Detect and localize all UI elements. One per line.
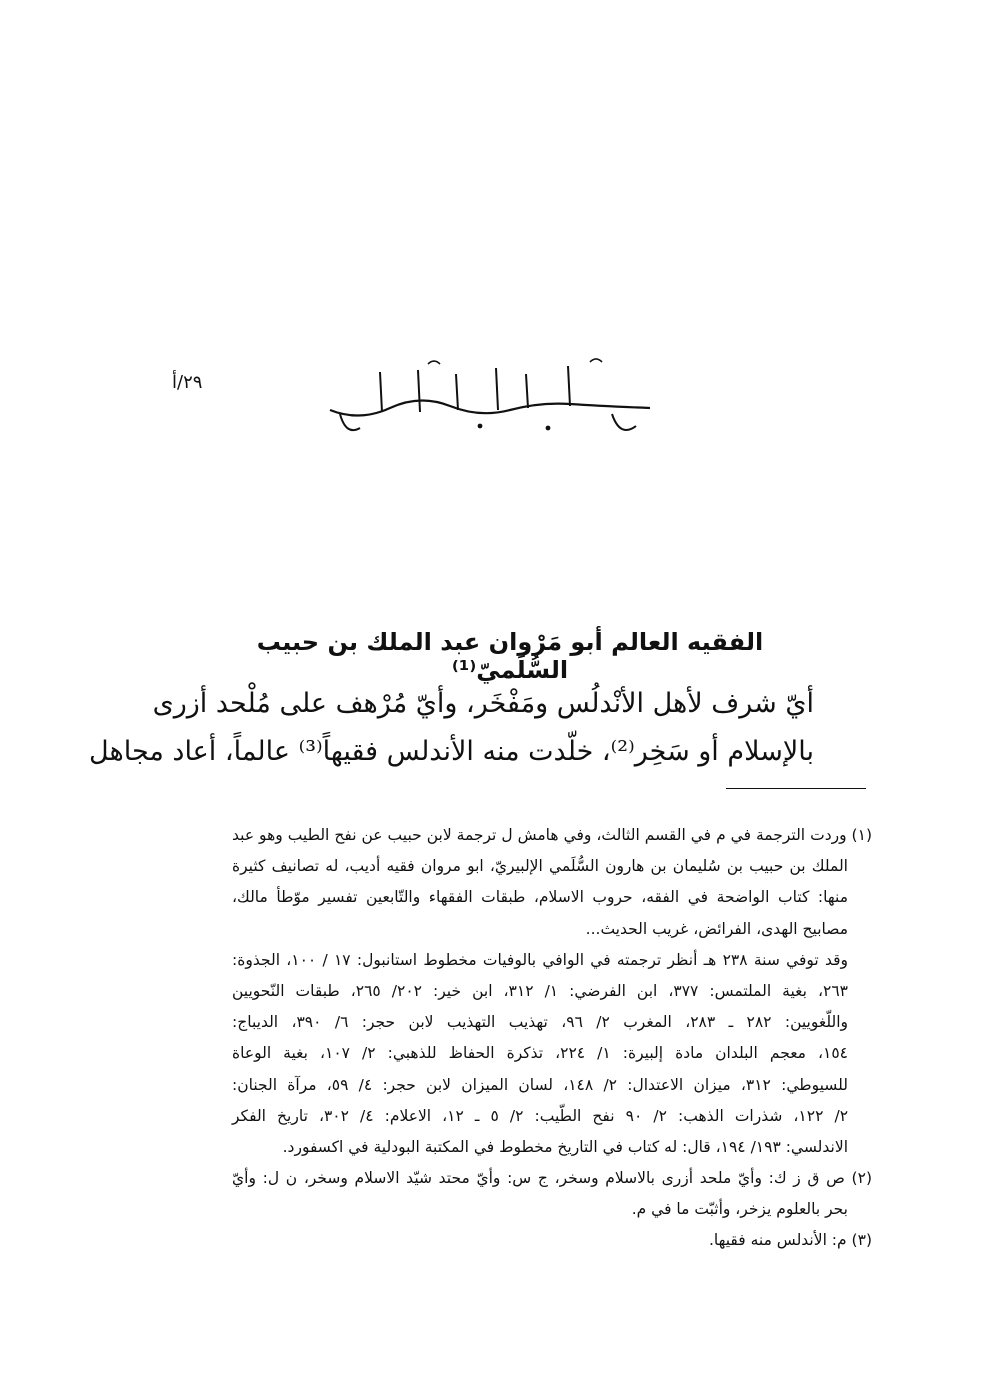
footnote-line: واللّغويين: ٢٨٢ ـ ٢٨٣، المغرب ٢/ ٩٦، تهذيب التهذيب لابن حجر: ٦/ ٣٩٠، الديباج: bbox=[232, 1013, 849, 1032]
footnote-line: وقد توفي سنة ٢٣٨ هـ أنظر ترجمته في الوافي بالوفيات مخطوط استانبول: ١٧ / ١٠٠، الجذوة: bbox=[232, 950, 849, 969]
footnote-line: بحر بالعلوم يزخر، وأثبّت ما في م. bbox=[631, 1200, 848, 1219]
footnote-line: (٢) ص ق ز ك: وأيّ ملحد أزرى بالاسلام وسخر، ج س: وأيّ محتد شيّد الاسلام وسخر، ن ل: وأيّ bbox=[232, 1169, 872, 1188]
main-text-line: بالإسلام أو سَخِر⁽²⁾، خلّدت منه الأندلس فقيهاً⁽³⁾ عالماً، أعاد مجاهل bbox=[89, 736, 814, 767]
main-body-text bbox=[89, 680, 814, 776]
footnote-line: (١) وردت الترجمة في م في القسم الثالث، وفي هامش ل ترجمة لابن حبيب عن نفح الطيب وهو عبد bbox=[232, 826, 872, 844]
footnote-line: الاندلسي: ١٩٣/ ١٩٤، قال: له كتاب في التاريخ مخطوط في المكتبة البودلية في اكسفورد. bbox=[282, 1137, 848, 1156]
main-text-line: أيّ شرف لأهل الأنْدلُس ومَفْخَر، وأيّ مُرْهف على مُلْحد أزرى bbox=[152, 688, 814, 719]
footnote-line: ١٥٤، معجم البلدان مادة إلبيرة: ١/ ٢٢٤، تذكرة الحفاظ للذهبي: ٢/ ١٠٧، بغية الوعاة bbox=[232, 1044, 849, 1063]
footnote-separator bbox=[726, 788, 866, 789]
footnote-line: الملك بن حبيب بن سُليمان بن هارون السُّلَمي الإلبيريّ، ابو مروان فقيه أديب، له تصانيف كثيرة bbox=[232, 857, 848, 876]
footnote-line: ٢/ ١٢٢، شذرات الذهب: ٢/ ٩٠ نفح الطّيب: ٢/ ٥ ـ ١٢، الاعلام: ٤/ ٣٠٢، تاريخ الفكر bbox=[232, 1106, 849, 1125]
folio-number: ٢٩/أ bbox=[172, 372, 203, 393]
biography-heading: الفقيه العالم أبو مَرْوان عبد الملك بن حبيب السُّلَميّ⁽¹⁾ bbox=[256, 628, 764, 684]
footnotes bbox=[232, 820, 872, 1257]
footnote-line: منها: كتاب الواضحة في الفقه، حروب الاسلام، طبقات الفقهاء والتّابعين تفسير موّطأ مالك، bbox=[232, 888, 848, 907]
footnote-line: مصابيح الهدى، الفرائض، غريب الحديث... bbox=[585, 919, 848, 938]
footnote-line: للسيوطي: ٣١٢، ميزان الاعتدال: ٢/ ١٤٨، لسان الميزان لابن حجر: ٤/ ٥٩، مرآة الجنان: bbox=[232, 1075, 848, 1094]
footnote-line: ٢٦٣، بغية الملتمس: ٣٧٧، ابن الفرضي: ١/ ٣١٢، ابن خير: ٢٠٢/ ٢٦٥، طبقات النّحويين bbox=[232, 981, 848, 1000]
basmala-calligraphy bbox=[320, 352, 660, 442]
footnote-line: (٣) م: الأندلس منه فقيها. bbox=[708, 1231, 872, 1250]
